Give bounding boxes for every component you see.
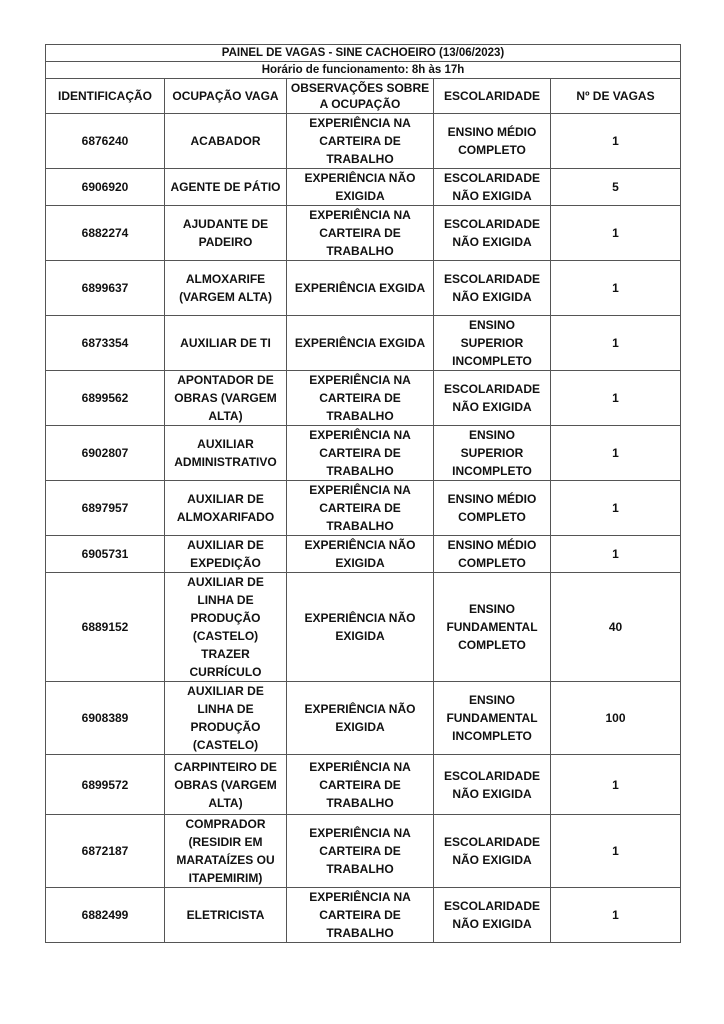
opening-hours: Horário de funcionamento: 8h às 17h xyxy=(46,62,681,79)
cell-observacoes: EXPERIÊNCIA NA CARTEIRA DE TRABALHO xyxy=(287,481,434,536)
cell-escolaridade: ESCOLARIDADE NÃO EXIGIDA xyxy=(434,261,551,316)
cell-observacoes: EXPERIÊNCIA NA CARTEIRA DE TRABALHO xyxy=(287,371,434,426)
cell-identificacao: 6882499 xyxy=(46,888,165,943)
cell-observacoes: EXPERIÊNCIA NÃO EXIGIDA xyxy=(287,573,434,682)
cell-vagas: 1 xyxy=(551,114,681,169)
cell-identificacao: 6897957 xyxy=(46,481,165,536)
table-row xyxy=(46,755,681,815)
cell-escolaridade: ENSINO SUPERIOR INCOMPLETO xyxy=(434,316,551,371)
cell-vagas: 1 xyxy=(551,755,681,815)
table-row xyxy=(46,536,681,573)
cell-vagas: 1 xyxy=(551,316,681,371)
cell-ocupacao: AGENTE DE PÁTIO xyxy=(165,169,287,206)
cell-ocupacao: AUXILIAR DE TI xyxy=(165,316,287,371)
vacancy-table xyxy=(45,44,681,943)
cell-observacoes: EXPERIÊNCIA NA CARTEIRA DE TRABALHO xyxy=(287,815,434,888)
cell-identificacao: 6899637 xyxy=(46,261,165,316)
cell-vagas: 1 xyxy=(551,888,681,943)
cell-escolaridade: ENSINO MÉDIO COMPLETO xyxy=(434,536,551,573)
table-row xyxy=(46,426,681,481)
cell-ocupacao: COMPRADOR (RESIDIR EM MARATAÍZES OU ITAPEMIRIM) xyxy=(165,815,287,888)
table-row xyxy=(46,261,681,316)
cell-observacoes: EXPERIÊNCIA NA CARTEIRA DE TRABALHO xyxy=(287,755,434,815)
cell-observacoes: EXPERIÊNCIA NÃO EXIGIDA xyxy=(287,682,434,755)
job-vacancy-sheet xyxy=(45,44,680,943)
table-row xyxy=(46,888,681,943)
cell-observacoes: EXPERIÊNCIA NÃO EXIGIDA xyxy=(287,169,434,206)
cell-identificacao: 6899572 xyxy=(46,755,165,815)
column-header-escolaridade: ESCOLARIDADE xyxy=(434,79,551,114)
table-row xyxy=(46,169,681,206)
cell-identificacao: 6902807 xyxy=(46,426,165,481)
cell-vagas: 100 xyxy=(551,682,681,755)
cell-vagas: 1 xyxy=(551,261,681,316)
cell-ocupacao: APONTADOR DE OBRAS (VARGEM ALTA) xyxy=(165,371,287,426)
table-row xyxy=(46,114,681,169)
table-row xyxy=(46,573,681,682)
cell-observacoes: EXPERIÊNCIA NA CARTEIRA DE TRABALHO xyxy=(287,888,434,943)
cell-escolaridade: ENSINO FUNDAMENTAL INCOMPLETO xyxy=(434,682,551,755)
cell-identificacao: 6872187 xyxy=(46,815,165,888)
cell-identificacao: 6906920 xyxy=(46,169,165,206)
cell-observacoes: EXPERIÊNCIA NA CARTEIRA DE TRABALHO xyxy=(287,206,434,261)
cell-ocupacao: AUXILIAR DE LINHA DE PRODUÇÃO (CASTELO) xyxy=(165,682,287,755)
table-row xyxy=(46,481,681,536)
table-row xyxy=(46,206,681,261)
cell-escolaridade: ESCOLARIDADE NÃO EXIGIDA xyxy=(434,755,551,815)
cell-escolaridade: ESCOLARIDADE NÃO EXIGIDA xyxy=(434,169,551,206)
column-header-observacoes: OBSERVAÇÕES SOBRE A OCUPAÇÃO xyxy=(287,79,434,114)
cell-ocupacao: CARPINTEIRO DE OBRAS (VARGEM ALTA) xyxy=(165,755,287,815)
cell-vagas: 1 xyxy=(551,815,681,888)
cell-vagas: 1 xyxy=(551,481,681,536)
cell-ocupacao: AUXILIAR DE ALMOXARIFADO xyxy=(165,481,287,536)
table-body xyxy=(46,114,681,943)
cell-observacoes: EXPERIÊNCIA NA CARTEIRA DE TRABALHO xyxy=(287,114,434,169)
cell-escolaridade: ENSINO MÉDIO COMPLETO xyxy=(434,481,551,536)
cell-vagas: 1 xyxy=(551,536,681,573)
cell-ocupacao: AUXILIAR DE EXPEDIÇÃO xyxy=(165,536,287,573)
panel-title: PAINEL DE VAGAS - SINE CACHOEIRO (13/06/2023) xyxy=(46,45,681,62)
cell-ocupacao: ALMOXARIFE (VARGEM ALTA) xyxy=(165,261,287,316)
table-row xyxy=(46,371,681,426)
cell-escolaridade: ENSINO FUNDAMENTAL COMPLETO xyxy=(434,573,551,682)
table-row xyxy=(46,682,681,755)
column-header-vagas: Nº DE VAGAS xyxy=(551,79,681,114)
cell-identificacao: 6889152 xyxy=(46,573,165,682)
cell-observacoes: EXPERIÊNCIA NA CARTEIRA DE TRABALHO xyxy=(287,426,434,481)
cell-vagas: 1 xyxy=(551,426,681,481)
cell-vagas: 40 xyxy=(551,573,681,682)
cell-escolaridade: ENSINO SUPERIOR INCOMPLETO xyxy=(434,426,551,481)
column-header-identificacao: IDENTIFICAÇÃO xyxy=(46,79,165,114)
cell-ocupacao: AUXILIAR DE LINHA DE PRODUÇÃO (CASTELO) TRAZER CURRÍCULO xyxy=(165,573,287,682)
cell-observacoes: EXPERIÊNCIA EXGIDA xyxy=(287,316,434,371)
cell-ocupacao: ACABADOR xyxy=(165,114,287,169)
cell-escolaridade: ENSINO MÉDIO COMPLETO xyxy=(434,114,551,169)
table-row xyxy=(46,815,681,888)
cell-escolaridade: ESCOLARIDADE NÃO EXIGIDA xyxy=(434,206,551,261)
cell-identificacao: 6876240 xyxy=(46,114,165,169)
cell-identificacao: 6905731 xyxy=(46,536,165,573)
cell-escolaridade: ESCOLARIDADE NÃO EXIGIDA xyxy=(434,815,551,888)
cell-vagas: 1 xyxy=(551,206,681,261)
cell-vagas: 1 xyxy=(551,371,681,426)
table-row xyxy=(46,316,681,371)
cell-ocupacao: AJUDANTE DE PADEIRO xyxy=(165,206,287,261)
cell-vagas: 5 xyxy=(551,169,681,206)
cell-escolaridade: ESCOLARIDADE NÃO EXIGIDA xyxy=(434,371,551,426)
column-header-ocupacao: OCUPAÇÃO VAGA xyxy=(165,79,287,114)
cell-identificacao: 6908389 xyxy=(46,682,165,755)
cell-observacoes: EXPERIÊNCIA NÃO EXIGIDA xyxy=(287,536,434,573)
cell-observacoes: EXPERIÊNCIA EXGIDA xyxy=(287,261,434,316)
cell-identificacao: 6899562 xyxy=(46,371,165,426)
cell-escolaridade: ESCOLARIDADE NÃO EXIGIDA xyxy=(434,888,551,943)
cell-identificacao: 6882274 xyxy=(46,206,165,261)
cell-ocupacao: ELETRICISTA xyxy=(165,888,287,943)
cell-ocupacao: AUXILIAR ADMINISTRATIVO xyxy=(165,426,287,481)
cell-identificacao: 6873354 xyxy=(46,316,165,371)
